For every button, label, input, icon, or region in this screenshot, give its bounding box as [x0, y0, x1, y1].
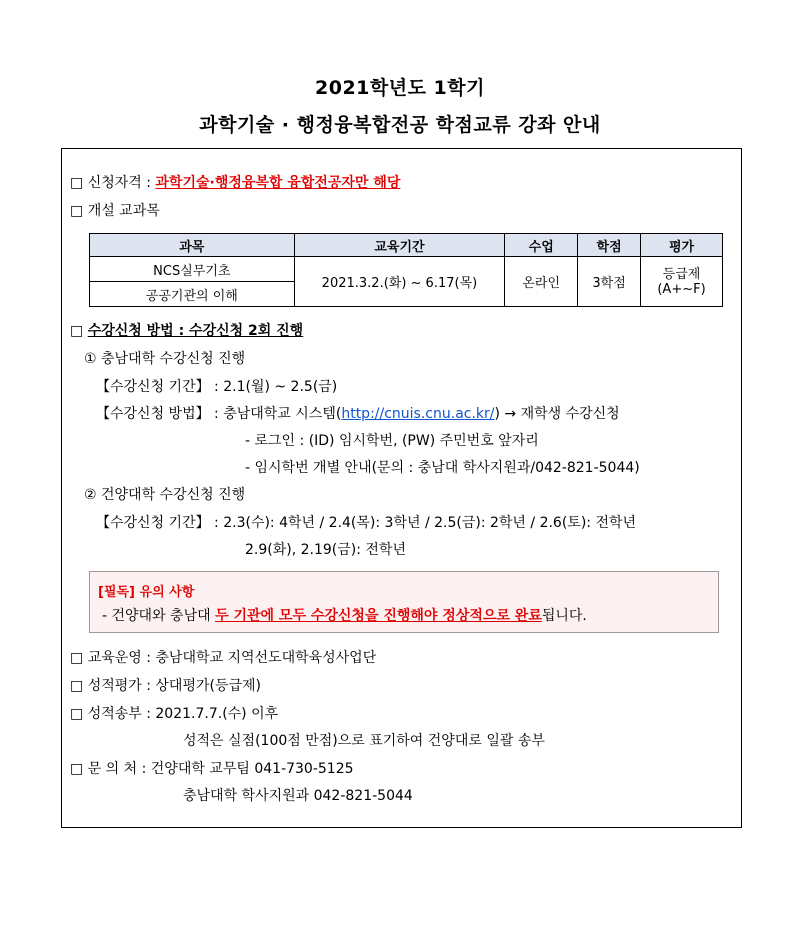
course-name: 공공기관의 이해 — [90, 282, 295, 307]
header-period: 교육기간 — [294, 234, 505, 257]
header-course: 과목 — [90, 234, 295, 257]
checkbox-icon: □ — [70, 323, 84, 339]
notice-box — [89, 571, 719, 633]
grading-line1: 등급제 — [662, 266, 701, 282]
eligibility-row — [70, 174, 400, 192]
contact-row — [70, 760, 354, 778]
notice-prefix: - 건양대와 충남대 — [102, 608, 216, 624]
contact-text2: 충남대학 학사지원과 042-821-5044 — [183, 788, 413, 804]
cnu-period-label: 【수강신청 기간】 — [96, 379, 210, 395]
notice-highlight: 두 기관에 모두 수강신청을 진행해야 정상적으로 완료 — [215, 608, 542, 624]
kyu-period-label: 【수강신청 기간】 — [96, 515, 210, 531]
grading-line2: (A+~F) — [657, 281, 706, 297]
header-credits: 학점 — [578, 234, 641, 257]
kyu-period-value2: 2.9(화), 2.19(금): 전학년 — [245, 542, 406, 558]
notice-body — [102, 605, 587, 625]
operation-row — [70, 649, 376, 667]
cnu-method-label: 【수강신청 방법】 — [96, 406, 210, 422]
grading-row — [70, 677, 261, 695]
grade-send-text2: 성적은 실점(100점 만점)으로 표기하여 건양대로 일괄 송부 — [183, 733, 545, 749]
header-grading: 평가 — [641, 234, 723, 257]
checkbox-icon: □ — [70, 761, 84, 777]
checkbox-icon: □ — [70, 650, 84, 666]
cnu-method-suffix: ) → 재학생 수강신청 — [494, 406, 620, 422]
kyu-title: ② 건양대학 수강신청 진행 — [84, 487, 246, 503]
checkbox-icon: □ — [70, 678, 84, 694]
content-box — [61, 148, 742, 828]
eligibility-label: 신청자격 : — [87, 175, 156, 191]
course-grading — [641, 257, 723, 307]
courses-label: 개설 교과목 — [87, 203, 160, 219]
grading-text: 성적평가 : 상대평가(등급제) — [87, 678, 261, 694]
checkbox-icon: □ — [70, 706, 84, 722]
doc-title-line2: 과학기술 · 행정융복합전공 학점교류 강좌 안내 — [199, 114, 601, 136]
course-name: NCS실무기초 — [90, 257, 295, 282]
grade-send-row — [70, 705, 278, 723]
header-mode: 수업 — [505, 234, 578, 257]
checkbox-icon: □ — [70, 203, 84, 219]
registration-heading: 수강신청 방법 : 수강신청 2회 진행 — [87, 323, 304, 339]
course-table — [89, 233, 723, 307]
courses-row — [70, 202, 160, 220]
notice-suffix: 됩니다. — [541, 608, 587, 624]
registration-heading-row — [70, 322, 303, 340]
cnu-sub2: - 임시학번 개별 안내(문의 : 충남대 학사지원과/042-821-5044) — [245, 460, 640, 476]
cnu-period-value: : 2.1(월) ~ 2.5(금) — [214, 379, 338, 395]
table-header-row — [90, 234, 723, 257]
notice-title: [필독] 유의 사항 — [98, 585, 195, 600]
cnu-sub1: - 로그인 : (ID) 임시학번, (PW) 주민번호 앞자리 — [245, 433, 539, 449]
kyu-period-row — [96, 514, 636, 532]
kyu-period-value: : 2.3(수): 4학년 / 2.4(목): 3학년 / 2.5(금): 2학년 / 2.6(토): 전학년 — [214, 515, 637, 531]
cnu-method-row — [96, 405, 620, 423]
table-row — [90, 257, 723, 282]
cnuis-link[interactable]: http://cnuis.cnu.ac.kr/ — [341, 406, 495, 422]
cnu-period-row — [96, 378, 337, 396]
eligibility-value: 과학기술·행정융복합 융합전공자만 해당 — [155, 175, 401, 191]
cnu-title: ① 충남대학 수강신청 진행 — [84, 351, 246, 367]
checkbox-icon: □ — [70, 175, 84, 191]
doc-title-line1: 2021학년도 1학기 — [315, 77, 485, 99]
cnu-method-prefix: : 충남대학교 시스템( — [214, 406, 342, 422]
contact-text: 문 의 처 : 건양대학 교무팀 041-730-5125 — [87, 761, 354, 777]
operation-text: 교육운영 : 충남대학교 지역선도대학육성사업단 — [87, 650, 377, 666]
course-mode: 온라인 — [505, 257, 578, 307]
grade-send-text: 성적송부 : 2021.7.7.(수) 이후 — [87, 706, 279, 722]
course-period: 2021.3.2.(화) ~ 6.17(목) — [294, 257, 505, 307]
course-credits: 3학점 — [578, 257, 641, 307]
